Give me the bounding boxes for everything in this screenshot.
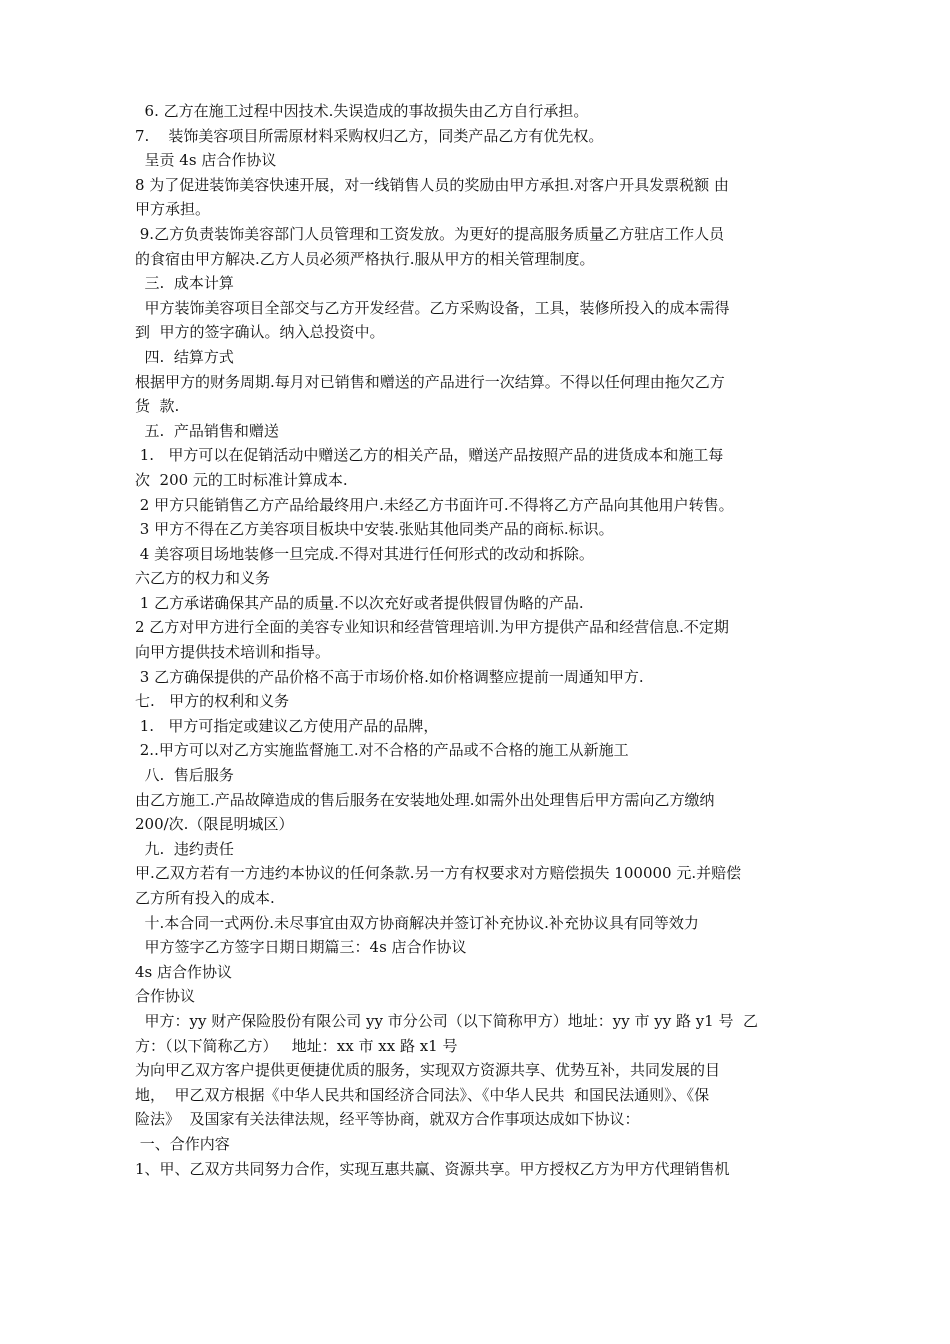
text-line: 8 为了促进装饰美容快速开展，对一线销售人员的奖励由甲方承担.对客户开具发票税额 由 <box>135 175 729 194</box>
section-heading: 八. 售后服务 <box>135 766 234 785</box>
document-subtitle: 合作协议 <box>135 987 196 1006</box>
text-line: 3 乙方确保提供的产品价格不高于市场价格.如价格调整应提前一周通知甲方. <box>135 667 644 686</box>
text-line: 甲方装饰美容项目全部交与乙方开发经营。乙方采购设备，工具，装修所投入的成本需得 <box>135 298 730 317</box>
text-line: 6. 乙方在施工过程中因技术.失误造成的事故损失由乙方自行承担。 <box>135 102 589 120</box>
text-line: 向甲方提供技术培训和指导。 <box>135 643 331 662</box>
document-body <box>135 99 815 1181</box>
text-line: 根据甲方的财务周期.每月对已销售和赠送的产品进行一次结算。不得以任何理由拖欠乙方 <box>135 372 725 391</box>
text-line: 的食宿由甲方解决.乙方人员必须严格执行.服从甲方的相关管理制度。 <box>135 249 595 268</box>
text-line: 方：（以下简称乙方） 地址：xx 市 xx 路 x1 号 <box>135 1036 458 1055</box>
text-line: 十.本合同一式两份.未尽事宜由双方协商解决并签订补充协议.补充协议具有同等效力 <box>135 913 699 932</box>
text-line: 200/次.（限昆明城区） <box>135 815 294 834</box>
text-line: 1. 甲方可以在促销活动中赠送乙方的相关产品，赠送产品按照产品的进货成本和施工每 <box>135 446 724 465</box>
text-line: 为向甲乙双方客户提供更便捷优质的服务，实现双方资源共享、优势互补，共同发展的目 <box>135 1061 721 1080</box>
section-heading: 四. 结算方式 <box>135 347 234 366</box>
text-line: 2..甲方可以对乙方实施监督施工.对不合格的产品或不合格的施工从新施工 <box>135 741 629 760</box>
text-line: 4 美容项目场地装修一旦完成.不得对其进行任何形式的改动和拆除。 <box>135 544 594 563</box>
text-line: 9.乙方负责装饰美容部门人员管理和工资发放。为更好的提高服务质量乙方驻店工作人员 <box>135 224 725 243</box>
text-line: 甲方：yy 财产保险股份有限公司 yy 市分公司（以下简称甲方）地址：yy 市 yy 路 y1 号 乙 <box>135 1011 759 1030</box>
text-line: 甲.乙双方若有一方违约本协议的任何条款.另一方有权要求对方赔偿损失 100000 元.并赔偿 <box>135 864 742 883</box>
text-line: 险法》 及国家有关法律法规，经平等协商，就双方合作事项达成如下协议： <box>135 1110 640 1129</box>
text-line: 由乙方施工.产品故障造成的售后服务在安装地处理.如需外出处理售后甲方需向乙方缴纳 <box>135 790 715 809</box>
text-line: 地， 甲乙双方根据《中华人民共和国经济合同法》、《中华人民共 和国民法通则》、《保 <box>135 1085 710 1104</box>
text-line: 呈贡 4s 店合作协议 <box>135 151 277 170</box>
section-heading: 五. 产品销售和赠送 <box>135 421 279 440</box>
section-heading: 三. 成本计算 <box>135 274 234 293</box>
section-heading: 一、合作内容 <box>135 1134 230 1153</box>
text-line: 2 乙方对甲方进行全面的美容专业知识和经营管理培训.为甲方提供产品和经营信息.不定期 <box>135 618 729 637</box>
section-heading: 九. 违约责任 <box>135 839 234 858</box>
text-line: 次 200 元的工时标准计算成本. <box>135 470 348 489</box>
text-line: 7. 装饰美容项目所需原材料采购权归乙方，同类产品乙方有优先权。 <box>135 126 604 145</box>
text-line: 1 乙方承诺确保其产品的质量.不以次充好或者提供假冒伪略的产品. <box>135 593 584 612</box>
text-line: 乙方所有投入的成本. <box>135 889 275 907</box>
text-line: 3 甲方不得在乙方美容项目板块中安装.张贴其他同类产品的商标.标识。 <box>135 520 614 539</box>
text-line: 甲方承担。 <box>135 200 211 219</box>
text-line: 货 款. <box>135 397 180 416</box>
document-title: 4s 店合作协议 <box>135 962 233 981</box>
text-line: 1、甲、乙双方共同努力合作，实现互惠共赢、资源共享。甲方授权乙方为甲方代理销售机 <box>135 1159 730 1178</box>
text-line: 到 甲方的签字确认。纳入总投资中。 <box>135 323 385 342</box>
section-heading: 七. 甲方的权利和义务 <box>135 692 290 711</box>
text-line: 甲方签字乙方签字日期日期篇三：4s 店合作协议 <box>135 938 467 957</box>
text-line: 2 甲方只能销售乙方产品给最终用户.未经乙方书面许可.不得将乙方产品向其他用户转售。 <box>135 495 734 514</box>
text-line: 1. 甲方可指定或建议乙方使用产品的品牌， <box>135 716 439 735</box>
section-heading: 六乙方的权力和义务 <box>135 569 271 588</box>
